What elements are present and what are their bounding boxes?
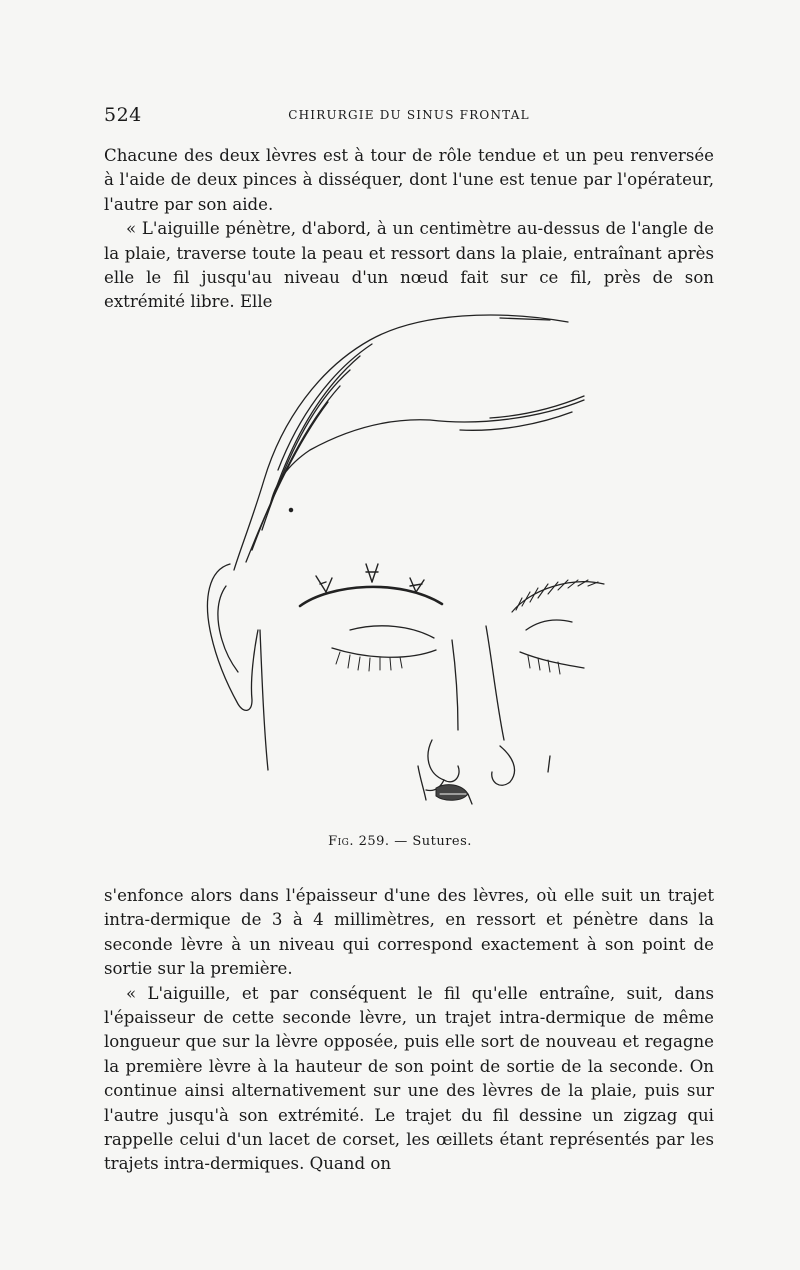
- chin-mark: [468, 794, 472, 804]
- philtrum-left: [418, 766, 426, 800]
- page-header: [104, 104, 714, 128]
- figure-caption-dash: —: [394, 834, 408, 849]
- ear: [207, 564, 258, 710]
- figure-illustration: [200, 300, 620, 820]
- figure-caption-title: Sutures.: [412, 834, 472, 849]
- suture-knot-1: [316, 576, 332, 592]
- nose-bridge-left: [452, 640, 458, 730]
- text-block-bottom: [104, 884, 714, 1177]
- lips: [436, 785, 468, 801]
- running-title: CHIRURGIE DU SINUS FRONTAL: [288, 108, 530, 122]
- page-number: 524: [104, 104, 142, 126]
- paragraph: Chacune des deux lèvres est à tour de rôle tendue et un peu renversée à l'aide de deux pinces à disséquer, dont l'une est tenue par l'opérateur, l'autre par son aide.: [104, 146, 714, 214]
- cheek-mark: [548, 756, 550, 772]
- paragraph: s'enfonce alors dans l'épaisseur d'une des lèvres, où elle suit un trajet intra-dermique de 3 à 4 millimètres, en ressort et pénètre dans la seconde lèvre à un niveau qui correspond exactement à son point de sortie sur la première.: [104, 886, 714, 979]
- suture-knot-3: [410, 578, 424, 592]
- eye-left-lid: [332, 648, 436, 657]
- hair-dot: [289, 508, 292, 511]
- jaw-line: [260, 630, 268, 770]
- figure-caption: [0, 834, 800, 849]
- text-block-top: [104, 144, 714, 315]
- ear-inner: [218, 586, 238, 672]
- nose-tip: [428, 740, 515, 785]
- eyebrow-right: [512, 582, 604, 612]
- nose-bridge-right: [486, 626, 504, 740]
- paragraph: « L'aiguille, et par conséquent le fil qu'elle entraîne, suit, dans l'épaisseur de cette seconde lèvre, un trajet intra-dermique de même longueur que sur la lèvre opposée, puis elle sort de nouveau et regagne la première lèvre à la hauteur de son point de sortie de la seconde. On continue ainsi alternativement sur une des lèvres de la plaie, puis sur l'autre jusqu'à son extrémité. Le trajet du fil dessine un zigzag qui rappelle celui d'un lacet de corset, les œillets étant représentés par les trajets intra-dermiques. Quand on: [104, 983, 714, 1174]
- figure-caption-label: Fig. 259.: [328, 834, 390, 849]
- eye-left-lashes: [336, 652, 402, 671]
- eye-right-lashes: [528, 656, 560, 674]
- face-sutures-drawing: [200, 300, 620, 820]
- eye-right-crease: [526, 620, 572, 630]
- suture-line: [300, 587, 442, 606]
- hair-outline: [234, 315, 568, 570]
- paragraph: « L'aiguille pénètre, d'abord, à un centimètre au-dessus de l'angle de la plaie, traverse toute la peau et ressort dans la plaie, entraînant après elle le fil jusqu'au niveau d'un nœud fait sur ce fil, près de son extrémité libre. Elle: [104, 219, 714, 312]
- suture-knot-2: [366, 564, 378, 582]
- eye-left-crease: [350, 626, 434, 638]
- eyebrow-right-hatching: [516, 580, 598, 610]
